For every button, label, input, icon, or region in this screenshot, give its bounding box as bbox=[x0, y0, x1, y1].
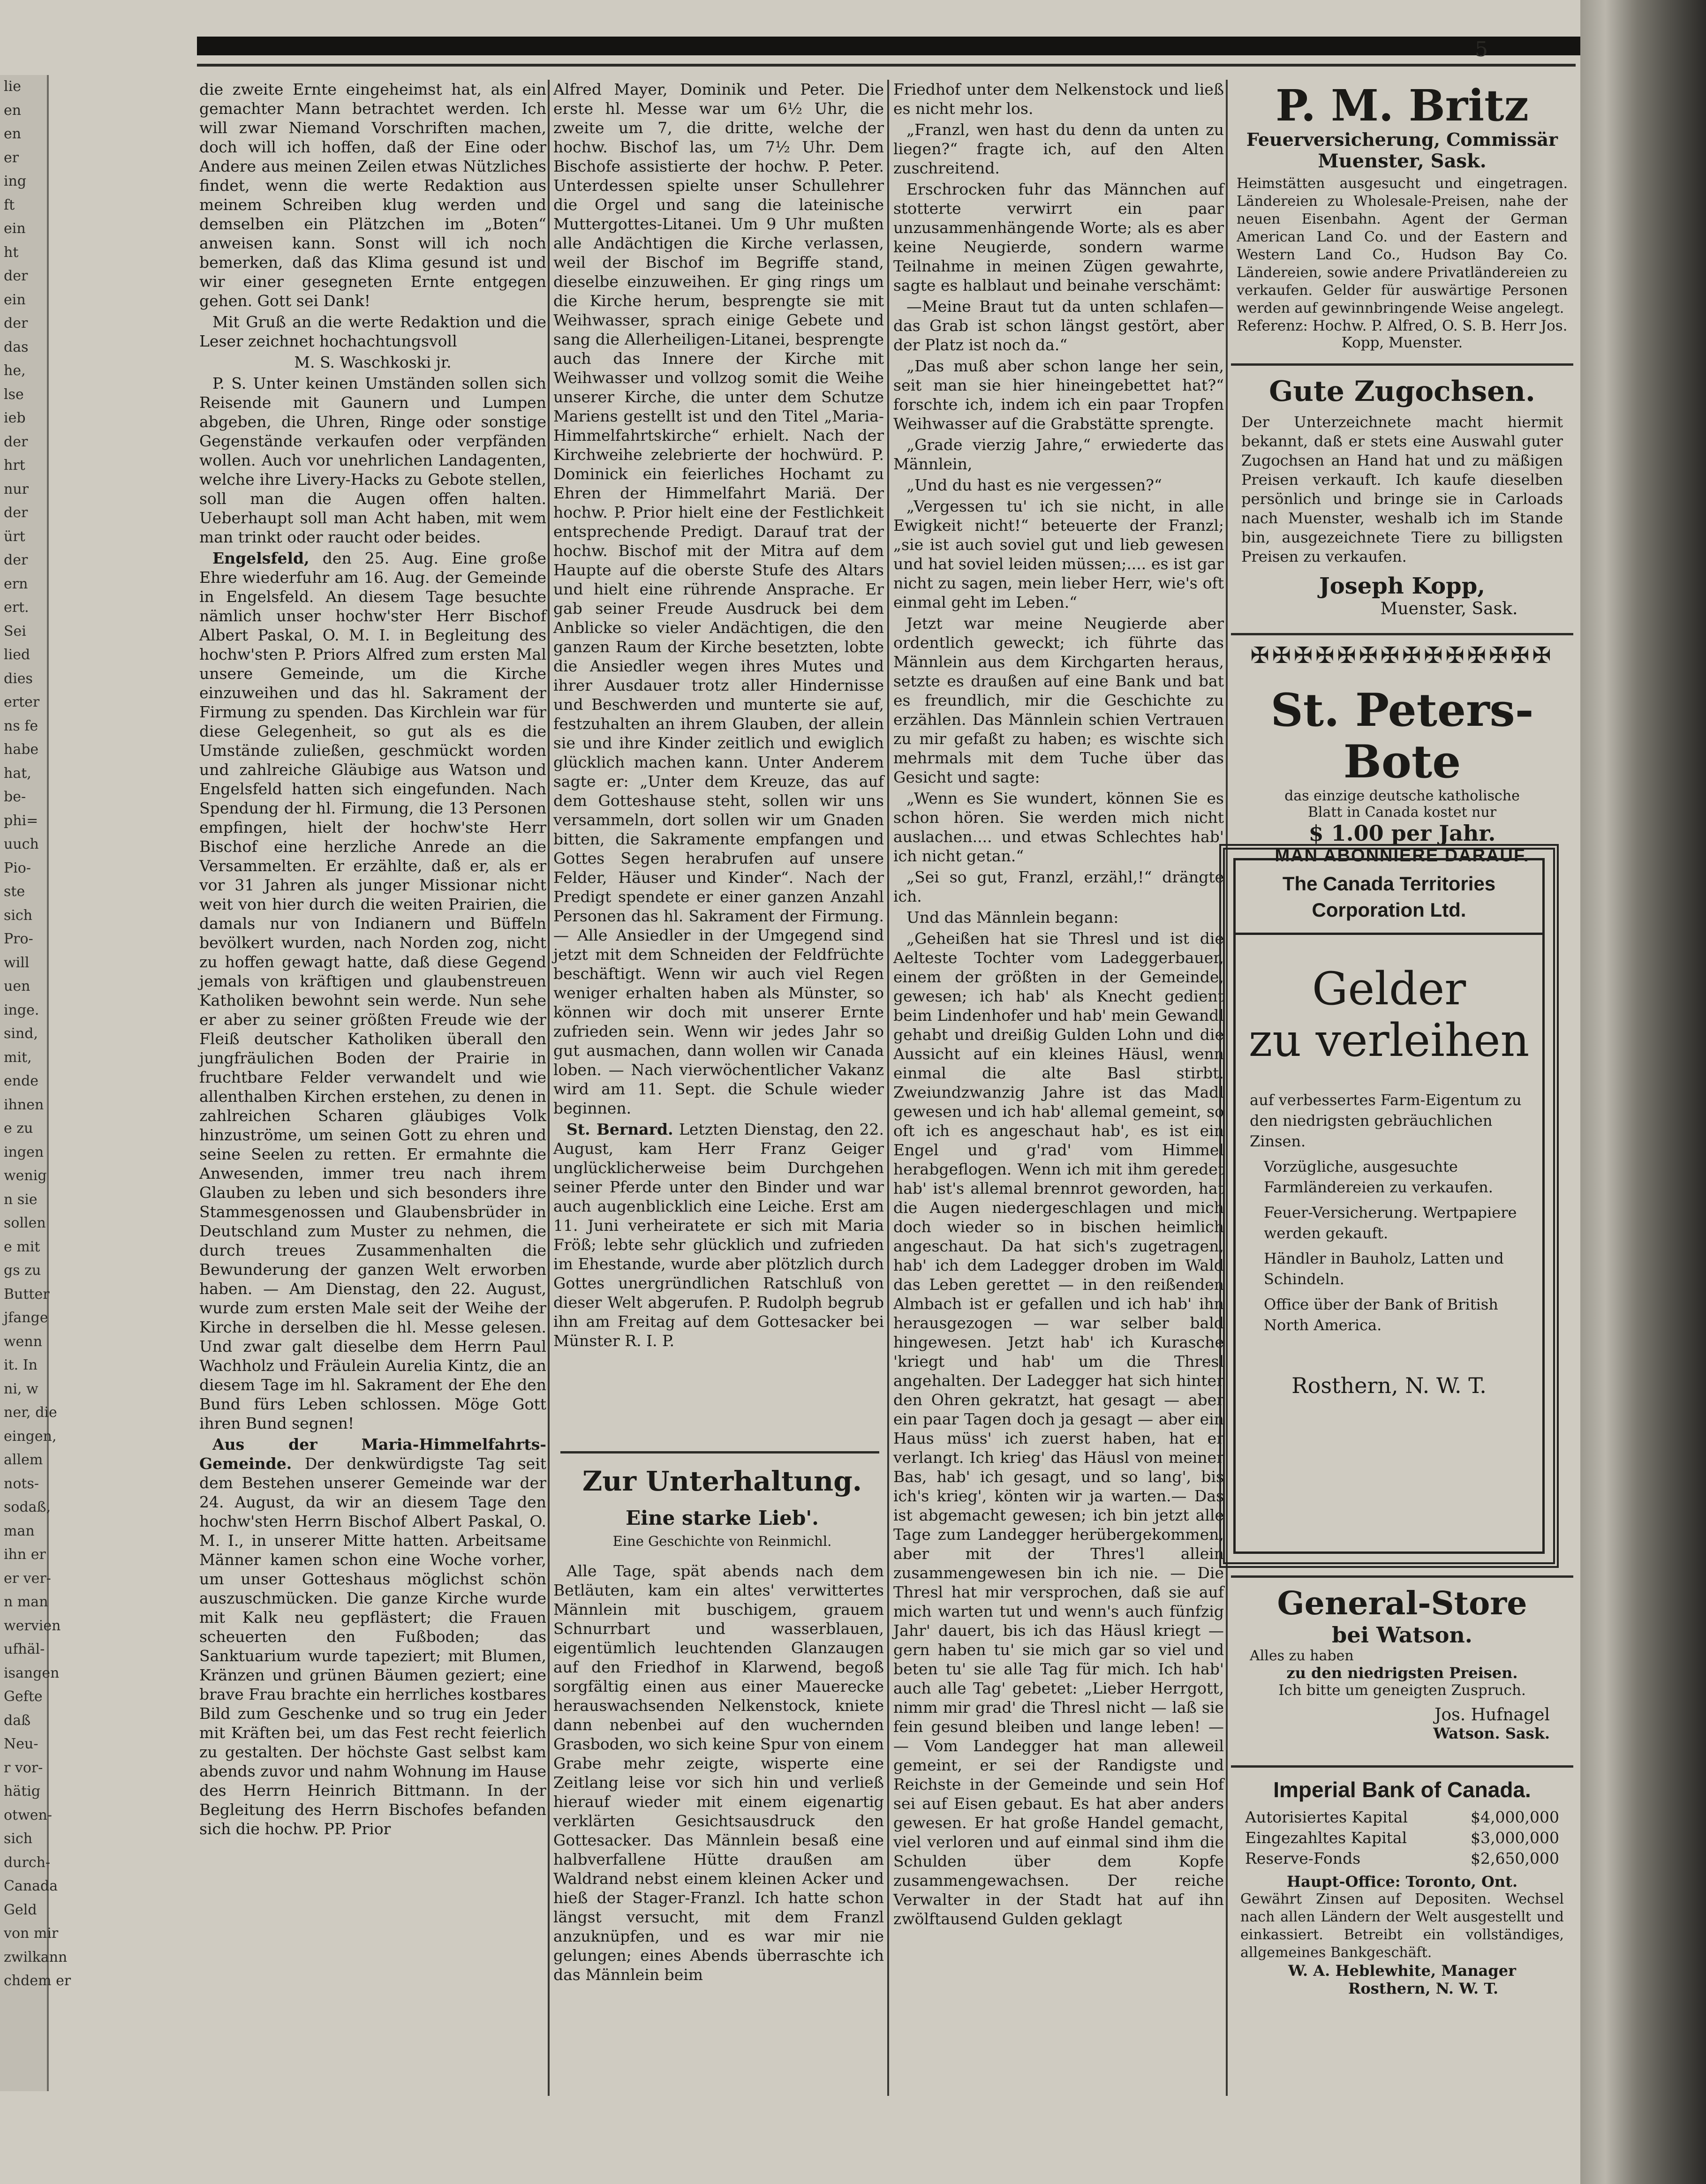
ad-subtitle: Feuerversicherung, Commissär bbox=[1246, 129, 1558, 150]
article-st-bernard bbox=[553, 1120, 884, 1350]
ad-rule bbox=[1231, 633, 1573, 635]
article-engelsfeld bbox=[199, 549, 546, 1433]
bank-row-value: $2,650,000 bbox=[1471, 1849, 1559, 1868]
prev-page-fragment: ste bbox=[4, 883, 25, 900]
prev-page-fragment: zwilkann bbox=[4, 1949, 68, 1966]
prev-page-fragment: inge. bbox=[4, 1002, 39, 1018]
ad-line: Ich bitte um geneigten Zuspruch. bbox=[1278, 1682, 1526, 1699]
ad-body: auf verbessertes Farm-Eigentum zu den niedrigsten gebräuchlichen Zinsen. bbox=[1250, 1091, 1522, 1150]
section-rule bbox=[560, 1451, 879, 1453]
prev-page-fragment: lse bbox=[4, 386, 24, 403]
prev-page-fragment: man bbox=[4, 1522, 35, 1539]
prev-page-fragment: nots- bbox=[4, 1475, 39, 1492]
entertainment-section-header bbox=[563, 1461, 882, 1549]
story-subtitle: Eine Geschichte von Reinmichl. bbox=[612, 1533, 832, 1549]
ad-rule bbox=[1231, 363, 1573, 366]
prev-page-fragment: ing bbox=[4, 173, 27, 189]
bank-row bbox=[1231, 1807, 1573, 1828]
prev-page-fragment: hätig bbox=[4, 1783, 41, 1800]
story-paragraph: „Das muß aber schon lange her sein, seit man sie hier hineingebettet hat?“ forschte ich, indem ich ein paar Tropfen Weihwasser auf die Grabstätte sprengte. bbox=[893, 357, 1224, 433]
ad-place: Rosthern, N. W. T. bbox=[1348, 1980, 1499, 1997]
prev-page-fragment: sodaß, bbox=[4, 1499, 51, 1515]
prev-page-fragment: ner, die bbox=[4, 1404, 57, 1421]
prev-page-fragment: ürt bbox=[4, 528, 25, 545]
ad-office: Haupt-Office: Toronto, Ont. bbox=[1286, 1873, 1518, 1890]
ad-manager: W. A. Heblewhite, Manager bbox=[1288, 1962, 1516, 1980]
bank-capital-table bbox=[1231, 1807, 1573, 1869]
article-maria-himmelfahrt bbox=[199, 1435, 546, 1838]
prev-page-fragment: daß bbox=[4, 1712, 31, 1729]
header-bar bbox=[197, 37, 1580, 55]
prev-page-fragment: ende bbox=[4, 1073, 39, 1089]
ad-title: General-Store bbox=[1277, 1585, 1527, 1622]
ad-title: P. M. Britz bbox=[1276, 80, 1529, 131]
prev-page-fragment: habe bbox=[4, 741, 39, 758]
prev-page-fragment: lie bbox=[4, 78, 21, 95]
bank-row-label: Autorisiertes Kapital bbox=[1245, 1808, 1408, 1826]
ad-slogan: MAN ABONNIERE DARAUF. bbox=[1275, 846, 1530, 866]
prev-page-fragment: sind, bbox=[4, 1025, 38, 1042]
ad-body: Heimstätten ausgesucht und eingetragen. Ländereien zu Wholesale-Preisen, nahe der neuen Eisenbahn. Agent der German American Land Co. und der Eastern and Western Land Co., Hudson Bay Co. Ländereien, sowie andere Privatländereien zu verkaufen. Gelder für auswärtige Personen werden auf gewinnbringende Weise angelegt. bbox=[1237, 175, 1568, 316]
prev-page-fragment: wenn bbox=[4, 1333, 43, 1350]
prev-page-fragment: hrt bbox=[4, 457, 25, 474]
ad-title: St. Peters-Bote bbox=[1270, 684, 1534, 788]
prev-page-fragment: ni, w bbox=[4, 1380, 38, 1397]
prev-page-fragment: otwen- bbox=[4, 1807, 53, 1823]
page-binding-edge bbox=[1580, 0, 1706, 2184]
dateline: Aus der Maria-Himmelfahrts-Gemeinde. bbox=[199, 1435, 546, 1473]
ad-body: Händler in Bauholz, Latten und Schindeln. bbox=[1264, 1250, 1504, 1288]
story-paragraph: „Vergessen tu' ich sie nicht, in alle Ewigkeit nicht!“ beteuerte der Franzl; „sie ist auch soviel gut und lieb gewesen und hat soviel leiden müssen;.... es ist gar nicht zu sagen, mein lieber Herr, wie's oft einmal geht im Leben.“ bbox=[893, 497, 1224, 611]
ad-name: Jos. Hufnagel bbox=[1434, 1705, 1550, 1725]
article-paragraph: Mit Gruß an die werte Redaktion und die Leser zeichnet hochachtungsvoll bbox=[199, 313, 546, 350]
prev-page-fragment: er ver- bbox=[4, 1570, 51, 1587]
prev-page-fragment: von mir bbox=[4, 1925, 59, 1942]
prev-page-fragment: Gefte bbox=[4, 1688, 43, 1705]
bank-row-label: Eingezahltes Kapital bbox=[1245, 1829, 1407, 1847]
ad-inner-frame bbox=[1233, 858, 1545, 1554]
prev-page-fragment: Geld bbox=[4, 1901, 37, 1918]
story-paragraph: Erschrocken fuhr das Männchen auf stotterte verwirrt ein paar unzusammenhängende Worte; als es aber keine Neugierde, sondern warme Teilnahme in meinen Zügen gewahrte, sagte es halblaut und beinahe verschämt: bbox=[893, 180, 1224, 294]
prev-page-fragment: lied bbox=[4, 647, 30, 663]
prev-page-fragment: ns fe bbox=[4, 717, 38, 734]
story-paragraph: „Grade vierzig Jahre,“ erwiederte das Männlein, bbox=[893, 436, 1224, 473]
prev-page-fragment: sich bbox=[4, 1830, 33, 1847]
prev-page-fragment: Pro- bbox=[4, 931, 33, 947]
ad-general-store bbox=[1231, 1585, 1573, 1742]
prev-page-fragment: mit, bbox=[4, 1049, 32, 1066]
bank-row-value: $3,000,000 bbox=[1471, 1829, 1559, 1847]
ad-imperial-bank bbox=[1231, 1777, 1573, 1997]
prev-page-fragment: wervien bbox=[4, 1617, 61, 1634]
ad-name: Joseph Kopp, bbox=[1319, 573, 1485, 599]
prev-page-fragment: sollen bbox=[4, 1215, 46, 1231]
prev-page-fragment: das bbox=[4, 339, 29, 355]
bank-row bbox=[1231, 1828, 1573, 1848]
dateline: St. Bernard. bbox=[566, 1120, 673, 1138]
bank-row-label: Reserve-Fonds bbox=[1245, 1849, 1361, 1868]
prev-page-fragment: der bbox=[4, 433, 28, 450]
prev-page-fragment: ufhäl- bbox=[4, 1641, 45, 1657]
ad-place: Muenster, Sask. bbox=[1380, 599, 1518, 618]
prev-page-fragment: eingen, bbox=[4, 1428, 57, 1445]
ad-subtitle: bei Watson. bbox=[1332, 1622, 1472, 1648]
ad-headline: Gelder bbox=[1312, 963, 1466, 1015]
article-body: Der denkwürdigste Tag seit dem Bestehen unserer Gemeinde war der 24. August, da wir an diesem Tage den hochw'sten Herrn Bischof Albert Paskal, O. M. I., in unserer Mitte hatten. Arbeitsame Männer kamen schon eine Woche vorher, um unser Gotteshaus möglichst schön auszuschmücken. Die ganze Kirche wurde mit Kalk neu gepflästert; die Frauen scheuerten den Fußboden; das Sanktuarium wurde tapeziert; mit Blumen, Kränzen und grünen Bäumen geziert; eine brave Frau brachte ein herrliches kostbares Bild zum Geschenke und so trug ein Jeder mit Kräften bei, um das Fest recht feierlich zu gestalten. Der höchste Gast selbst kam abends zuvor und nahm Wohnung im Hause des Herrn Heinrich Bittmann. In der Begleitung des Herrn Bischofes befanden sich die hochw. PP. Prior bbox=[199, 1454, 546, 1838]
prev-page-fragment: gs zu bbox=[4, 1262, 41, 1279]
column-rule bbox=[548, 80, 550, 2096]
ad-body: Office über der Bank of British North America. bbox=[1264, 1295, 1498, 1334]
dateline: Engelsfeld, bbox=[212, 549, 309, 567]
article-paragraph: die zweite Ernte eingeheimst hat, als ein gemachter Mann betrachtet werden. Ich will zwar Niemand Vorschriften machen, doch will ich hoffen, daß der Eine oder Andere aus meinen Zeilen etwas Nützliches findet, wenn die werte Redaktion aus meinem Schreiben klug werden und demselben ein Plätzchen im „Boten“ anweisen kann. Sonst will ich noch bemerken, daß das Klima gesund ist und wir einer gesegneten Ernte entgegen gehen. Gott sei Dank! bbox=[199, 80, 546, 310]
ad-price: $ 1.00 per Jahr. bbox=[1308, 821, 1496, 846]
prev-page-fragment: ern bbox=[4, 575, 28, 592]
prev-page-fragment: will bbox=[4, 954, 30, 971]
prev-page-fragment: ihnen bbox=[4, 1096, 44, 1113]
prev-page-fragment: Canada bbox=[4, 1878, 58, 1894]
story-paragraph: „Wenn es Sie wundert, können Sie es schon hören. Sie werden mich nicht auslachen.... und etwas Schlechtes hab' ich nicht getan.“ bbox=[893, 789, 1224, 865]
story-paragraph: „Geheißen hat sie Thresl und ist die Aelteste Tochter vom Ladeggerbauer, einem der größten in der Gemeinde, gewesen; ich hab' als Knecht gedient beim Lindenhofer und hab' mein Gewandl gehabt und dreißig Gulden Lohn und die Aussicht auf ein kleines Häusl, wenn einmal die alte Basl stirbt. Zweiundzwanzig Jahre ist das Madl gewesen und ich hab' allemal gemeint, so oft ich es angeschaut hab', es ist ein Engel und g'rad' vom Himmel herabgeflogen. Wenn ich mit ihm geredet hab' ist's allemal brennrot geworden, hat die Augen niedergeschlagen und mich doch wieder so in bischen heimlich angeschaut. Da hat sich's zugetragen, hab' ich dem Ladegger droben im Wald das Leben gerettet — in den reißenden Almbach ist er gefallen und ich hab' ihn herausgezogen — war selber bald hingewesen. Jetzt hab' ich Kurasche 'kriegt und hab' um die Thresl angehalten. Der Ladegger hat sich hinter den Ohren gekratzt, hat gesagt — aber ein paar Tagen doch ja gesagt — aber ein Haus müss' ich zuerst haben, hat er verlangt. Ich krieg' das Häusl von meiner Bas, hab' ich gesagt, und so lang', bis ich's krieg', könten wir ja warten.— Das ist abgemacht gewesen; ich bin jetzt alle Tage zum Landegger herübergekommen, aber mit der Thres'l allein zusammengewesen bin ich nie. — Die Thresl hat mir versprochen, daß sie auf mich warten tut und wenn's auch fünfzig Jahr' dauert, bis ich das Häusl kriegt — gern haben tu' sie mich gar so viel und beten tu' sie alle Tag für mich. Ich hab' auch alle Tag' gebetet: „Lieber Herrgott, nimm mir grad' die Thresl nicht — laß sie fein gesund bleiben und lange leben! — — Vom Landegger hat man alleweil gemeint, er sei der Randigste und Reichste in der Gemeinde und sein Hof sei auf Eisen gebaut. Es hat aber anders gewesen. Er hat große Handel gemacht, viel verloren und auf einmal sind ihm die Schulden über dem Kopfe zusammengewachsen. Der reiche Verwalter in der Stadt hat auf ihn zwölftausend Gulden geklagt bbox=[893, 929, 1224, 1928]
prev-page-fragment: der bbox=[4, 552, 28, 568]
prev-page-fragment: uen bbox=[4, 978, 30, 994]
column-2 bbox=[553, 80, 884, 1463]
ad-place: Muenster, Sask. bbox=[1318, 150, 1487, 172]
prev-page-fragment: dies bbox=[4, 670, 33, 687]
prev-page-fragment: ht bbox=[4, 244, 19, 261]
bank-row-value: $4,000,000 bbox=[1471, 1808, 1559, 1826]
section-title: Zur Unterhaltung. bbox=[582, 1465, 862, 1497]
ad-body: Gewährt Zinsen auf Depositen. Wechsel nach allen Ländern der Welt ausgestellt und einkassiert. Betreibt ein vollständiges, allgemeines Bankgeschäft. bbox=[1240, 1891, 1564, 1961]
ad-line: zu den niedrigsten Preisen. bbox=[1286, 1664, 1518, 1682]
prev-page-fragment: wenig bbox=[4, 1167, 47, 1184]
prev-page-fragment: he, bbox=[4, 362, 26, 379]
prev-page-fragment: ft bbox=[4, 196, 15, 213]
prev-page-fragment: er bbox=[4, 149, 19, 166]
prev-page-fragment: n sie bbox=[4, 1191, 38, 1208]
story-body: Alle Tage, spät abends nach dem Betläuten, kam ein altes' verwittertes Männlein mit buschigem, grauem Schnurrbart und wasserblauen, eigentümlich leuchtenden Glanzaugen auf den Friedhof in Klarwend, begoß sorgfältig einen aus einer Mauerecke herauswachsenden Nelkenstock, kniete dann nebenbei auf den wuchernden Grasboden, wo sich keine Spur von einem Grabe mehr zeigte, wisperte eine Zeitlang leise vor sich hin und verließ hierauf wieder mit einem eigenartig verklärten Gesichtsausdruck den Gottesacker. Das Männlein besaß eine halbverfallene Hütte draußen am Waldrand nebst einem kleinen Acker und hieß der Stager-Franzl. Ich hatte schon längst versucht, mit dem Franzl anzuknüpfen, und es war mir nie gelungen; eines Abends überraschte ich das Männlein beim bbox=[553, 1562, 884, 1984]
story-paragraph: —Meine Braut tut da unten schlafen—das Grab ist schon längst gestört, aber der Platz ist noch da.“ bbox=[893, 297, 1224, 354]
story-paragraph: Jetzt war meine Neugierde aber ordentlich geweckt; ich führte das Männlein aus dem Kirchgarten heraus, setzte es draußen auf eine Bank und bat es freundlich, mir die Geschichte zu erzählen. Das Männlein schien Vertrauen zu mir gefaßt zu haben; es wischte sich mehrmals mit dem Tuche über das Gesicht und sagte: bbox=[893, 614, 1224, 786]
prev-page-fragment: ihn er bbox=[4, 1546, 46, 1563]
ad-title: Gute Zugochsen. bbox=[1269, 375, 1535, 408]
story-column bbox=[553, 1561, 884, 2096]
ad-company: The Canada Territories Corporation Ltd. bbox=[1282, 873, 1496, 921]
story-paragraph: „Und du hast es nie vergessen?“ bbox=[906, 476, 1162, 494]
story-paragraph: Und das Männlein begann: bbox=[906, 908, 1119, 926]
prev-page-fragment: uuch bbox=[4, 836, 39, 852]
prev-page-fragment: ingen bbox=[4, 1144, 44, 1160]
story-paragraph: „Franzl, wen hast du denn da unten zu liegen?“ fragte ich, auf den Alten zuschreitend. bbox=[893, 120, 1224, 177]
ad-place: Watson. Sask. bbox=[1433, 1725, 1550, 1742]
ad-line: Alles zu haben bbox=[1250, 1648, 1354, 1664]
ad-canada-territories bbox=[1219, 844, 1559, 1568]
ad-britz bbox=[1231, 82, 1573, 351]
ad-zugochsen bbox=[1231, 375, 1573, 618]
cross-ornament-row: ✠✠✠✠✠✠✠✠✠✠✠✠✠✠ bbox=[1250, 642, 1554, 669]
previous-page-edge bbox=[0, 75, 71, 2091]
postscript: P. S. Unter keinen Umständen sollen sich Reisende mit Gaunern und Lumpen abgeben, die Uhren, Ringe oder sonstige Gegenstände verkaufen oder verpfänden wollen. Auch vor unehrlichen Landagenten, welche ihre Livery-Hacks zu Gebote stellen, soll man die Augen offen halten. Ueberhaupt soll man Acht haben, mit wem man trinkt oder raucht oder beides. bbox=[199, 374, 546, 546]
ad-title: Imperial Bank of Canada. bbox=[1273, 1777, 1531, 1802]
prev-page-fragment: Butter bbox=[4, 1286, 50, 1303]
ad-rule bbox=[1236, 933, 1542, 935]
prev-page-fragment: e mit bbox=[4, 1238, 40, 1255]
prev-page-fragment: sich bbox=[4, 907, 33, 924]
article-paragraph: Alfred Mayer, Dominik und Peter. Die erste hl. Messe war um 6½ Uhr, die zweite um 7, die dritte, welche der hochw. Bischof las, um 7½ Uhr. Dem Bischofe assistierte der hochw. P. Peter. Unterdessen spielte unser Schullehrer die Orgel und sang die lateinische Muttergottes-Litanei. Um 9 Uhr mußten alle Andächtigen die Kirche verlassen, weil der Bischof im Begriffe stand, dieselbe einzuweihen. Er ging rings um die Kirche herum, besprengte sie mit Weihwasser, sprach einige Gebete und sang die Allerheiligen-Litanei, besprengte auch das Innere der Kirche mit Weihwasser und vollzog somit die Weihe unserer Kirche, die unter dem Schutze Mariens gestellt ist und den Titel „Maria-Himmelfahrtskirche“ erhielt. Nach der Kirchweihe zelebrierte der hochwürd. P. Dominick ein feierliches Hochamt zu Ehren der Himmelfahrt Mariä. Der hochw. P. Prior hielt eine der Festlichkeit entsprechende Predigt. Darauf trat der hochw. Bischof mit der Mitra auf dem Haupte auf die oberste Stufe des Altars und hielt eine rührende Ansprache. Er gab seiner Freude Ausdruck bei dem Anblicke so vieler Andächtigen, die den ganzen Raum der Kirche besetzten, lobte die Ansiedler wegen ihres Mutes und ihrer Ausdauer trotz aller Hindernisse und Beschwerden und munterte sie auf, festzuhalten an ihrem Glauben, der allein sie und ihre Kinder zeitlich und ewiglich glücklich machen kann. Unter Anderem sagte er: „Unter dem Kreuze, das auf dem Gotteshause steht, sollen wir uns versammeln, dort sollen wir um Gnaden bitten, die Sakramente empfangen und Gottes Segen herabrufen auf unsere Felder, Häuser und Kinder“. Nach der Predigt spendete er einer ganzen Anzahl Personen das hl. Sakrament der Firmung. — Alle Ansiedler in der Umgegend sind jetzt mit dem Schneiden der Feldfrüchte beschäftigt. Wenn wir auch viel Regen weniger erhalten haben als Münster, so können wir doch mit unserer Ernte zufrieden sein. Wenn wir jedes Jahr so gut ausmachen, dann wollen wir Canada loben. — Nach vierwöchentlicher Vakanz wird am 11. Sept. die Schule wieder beginnen. bbox=[553, 80, 884, 1117]
prev-page-fragment: it. In bbox=[4, 1357, 38, 1373]
story-paragraph: Friedhof unter dem Nelkenstock und ließ es nicht mehr los. bbox=[893, 80, 1224, 118]
ad-body: Feuer-Versicherung. Wertpapiere werden gekauft. bbox=[1264, 1204, 1517, 1242]
ad-place: Rosthern, N. W. T. bbox=[1291, 1373, 1487, 1398]
prev-page-fragment: phi= bbox=[4, 812, 38, 829]
prev-page-fragment: ert. bbox=[4, 599, 29, 616]
bank-row bbox=[1231, 1848, 1573, 1869]
prev-page-fragment: isangen bbox=[4, 1664, 60, 1681]
story-continuation bbox=[893, 80, 1224, 1928]
story-paragraph: „Sei so gut, Franzl, erzähl,!“ drängte ich. bbox=[893, 868, 1224, 905]
ad-rule bbox=[1231, 1765, 1573, 1768]
ad-line: das einzige deutsche katholische bbox=[1284, 788, 1520, 804]
prev-page-fragment: e zu bbox=[4, 1120, 33, 1137]
ad-headline: zu verleihen bbox=[1248, 1014, 1530, 1067]
column-1 bbox=[199, 80, 546, 2096]
signature: M. S. Waschkoski jr. bbox=[294, 353, 452, 371]
header-rule bbox=[197, 64, 1576, 67]
prev-page-fragment: der bbox=[4, 268, 28, 284]
ad-reference: Referenz: Hochw. P. Alfred, O. S. B. Herr Jos. Kopp, Muenster. bbox=[1237, 317, 1568, 351]
prev-page-fragment: allem bbox=[4, 1452, 43, 1468]
prev-page-fragment: chdem er bbox=[4, 1973, 71, 1989]
prev-page-fragment: nur bbox=[4, 481, 29, 497]
prev-page-fragment: en bbox=[4, 102, 22, 119]
prev-page-fragment: r vor- bbox=[4, 1759, 43, 1776]
story-title: Eine starke Lieb'. bbox=[626, 1506, 819, 1529]
prev-page-fragment: ieb bbox=[4, 410, 26, 426]
ad-line: Blatt in Canada kostet nur bbox=[1307, 804, 1497, 821]
prev-page-fragment: n man bbox=[4, 1594, 48, 1610]
prev-page-fragment: be- bbox=[4, 789, 26, 805]
ad-rule bbox=[1231, 1575, 1573, 1578]
ad-body: Der Unterzeichnete macht hiermit bekannt, daß er stets eine Auswahl guter Zugochsen an Hand hat und zu mäßigen Preisen verkauft. Ich kaufe dieselben persönlich und bringe sie in Carloads nach Muenster, weshalb ich im Stande bin, ausgezeichnete Tiere zu billigsten Preisen zu verkaufen. bbox=[1241, 413, 1563, 565]
article-body: Letzten Dienstag, den 22. August, kam Herr Franz Geiger unglücklicherweise beim Durchgehen seiner Pferde unter den Binder und war auch augenblicklich eine Leiche. Erst am 11. Juni verheiratete er sich mit Maria Fröß; lebte sehr glücklich und zufrieden im Ehestande, wurde aber plötzlich durch Gottes unergründlichen Ratschluß von dieser Welt abgerufen. P. Rudolph begrub ihn am Freitag auf dem Gottesacker bei Münster R. I. P. bbox=[553, 1120, 884, 1350]
prev-page-fragment: Neu- bbox=[4, 1736, 38, 1752]
prev-page-fragment: der bbox=[4, 315, 28, 331]
column-rule bbox=[887, 80, 889, 2096]
article-body: den 25. Aug. Eine große Ehre wiederfuhr am 16. Aug. der Gemeinde in Engelsfeld. An diesem Tage besuchte nämlich unser hochw'ster Herr Bischof Albert Paskal, O. M. I. in Begleitung des hochw'sten P. Priors Alfred zum ersten Mal unsere Gemeinde, um die Kirche einzuweihen und das hl. Sakrament der Firmung zu spenden. Das Kirchlein war für diese Gelegenheit, so gut als es die Umstände zuließen, geschmückt worden und zahlreiche Gläubige aus Watson und Engelsfeld hatten sich eingefunden. Nach Spendung der hl. Firmung, die 13 Personen empfingen, hielt der hochw'ste Herr Bischof eine herzliche Anrede an die Versammelten. Er erzählte, daß er, als er vor 31 Jahren als junger Missionar nicht weit von hier durch die weiten Prairien, die damals nur von Indianern und Büffeln bevölkert wurden, nach Norden zog, nicht zu hoffen gewagt hatte, daß diese Gegend jemals von kräftigen und glaubenstreuen Katholiken bewohnt sein werde. Nun sehe er aber zu seiner größten Freude wie der Fleiß deutscher Katholiken überall den jungfräulichen Boden der Prairie in fruchtbare Felder verwandelt und wie allenthalben Kirchen erstehen, zu denen in zahlreichen Scharen gläubiges Volk hinzuströme, um seinen Gott zu ehren und seine Seelen zu retten. Er ermahnte die Anwesenden, immer treu nach ihrem Glauben zu leben und sich besonders ihre Stammesgenossen und Glaubensbrüder in Deutschland zum Muster zu nehmen, die durch treues Zusammenhalten die Bewunderung der ganzen Welt erworben haben. — Am Dienstag, den 22. August, wurde zum ersten Male seit der Weihe der Kirche in derselben die hl. Messe gelesen. Und zwar galt dieselbe dem Herrn Paul Wachholz und Fräulein Aurelia Kintz, die an diesem Tage im hl. Sakrament der Ehe den Bund fürs Leben schlossen. Möge Gott ihren Bund segnen! bbox=[199, 549, 546, 1432]
page-number: 5 bbox=[1475, 38, 1488, 61]
prev-page-fragment: ein bbox=[4, 220, 26, 237]
ad-body: Vorzügliche, ausgesuchte Farmländereien zu verkaufen. bbox=[1264, 1158, 1493, 1196]
prev-page-fragment: Pio- bbox=[4, 859, 31, 876]
prev-page-fragment: Sei bbox=[4, 623, 26, 640]
ad-st-peters-bote bbox=[1231, 685, 1573, 866]
prev-page-fragment: en bbox=[4, 126, 22, 142]
prev-page-fragment: ein bbox=[4, 291, 26, 308]
prev-page-fragment: erter bbox=[4, 694, 40, 710]
prev-page-fragment: jfange bbox=[4, 1310, 48, 1326]
column-3 bbox=[893, 80, 1224, 2096]
prev-page-fragment: durch- bbox=[4, 1854, 51, 1871]
prev-page-fragment: hat, bbox=[4, 765, 31, 782]
prev-page-fragment: der bbox=[4, 505, 28, 521]
